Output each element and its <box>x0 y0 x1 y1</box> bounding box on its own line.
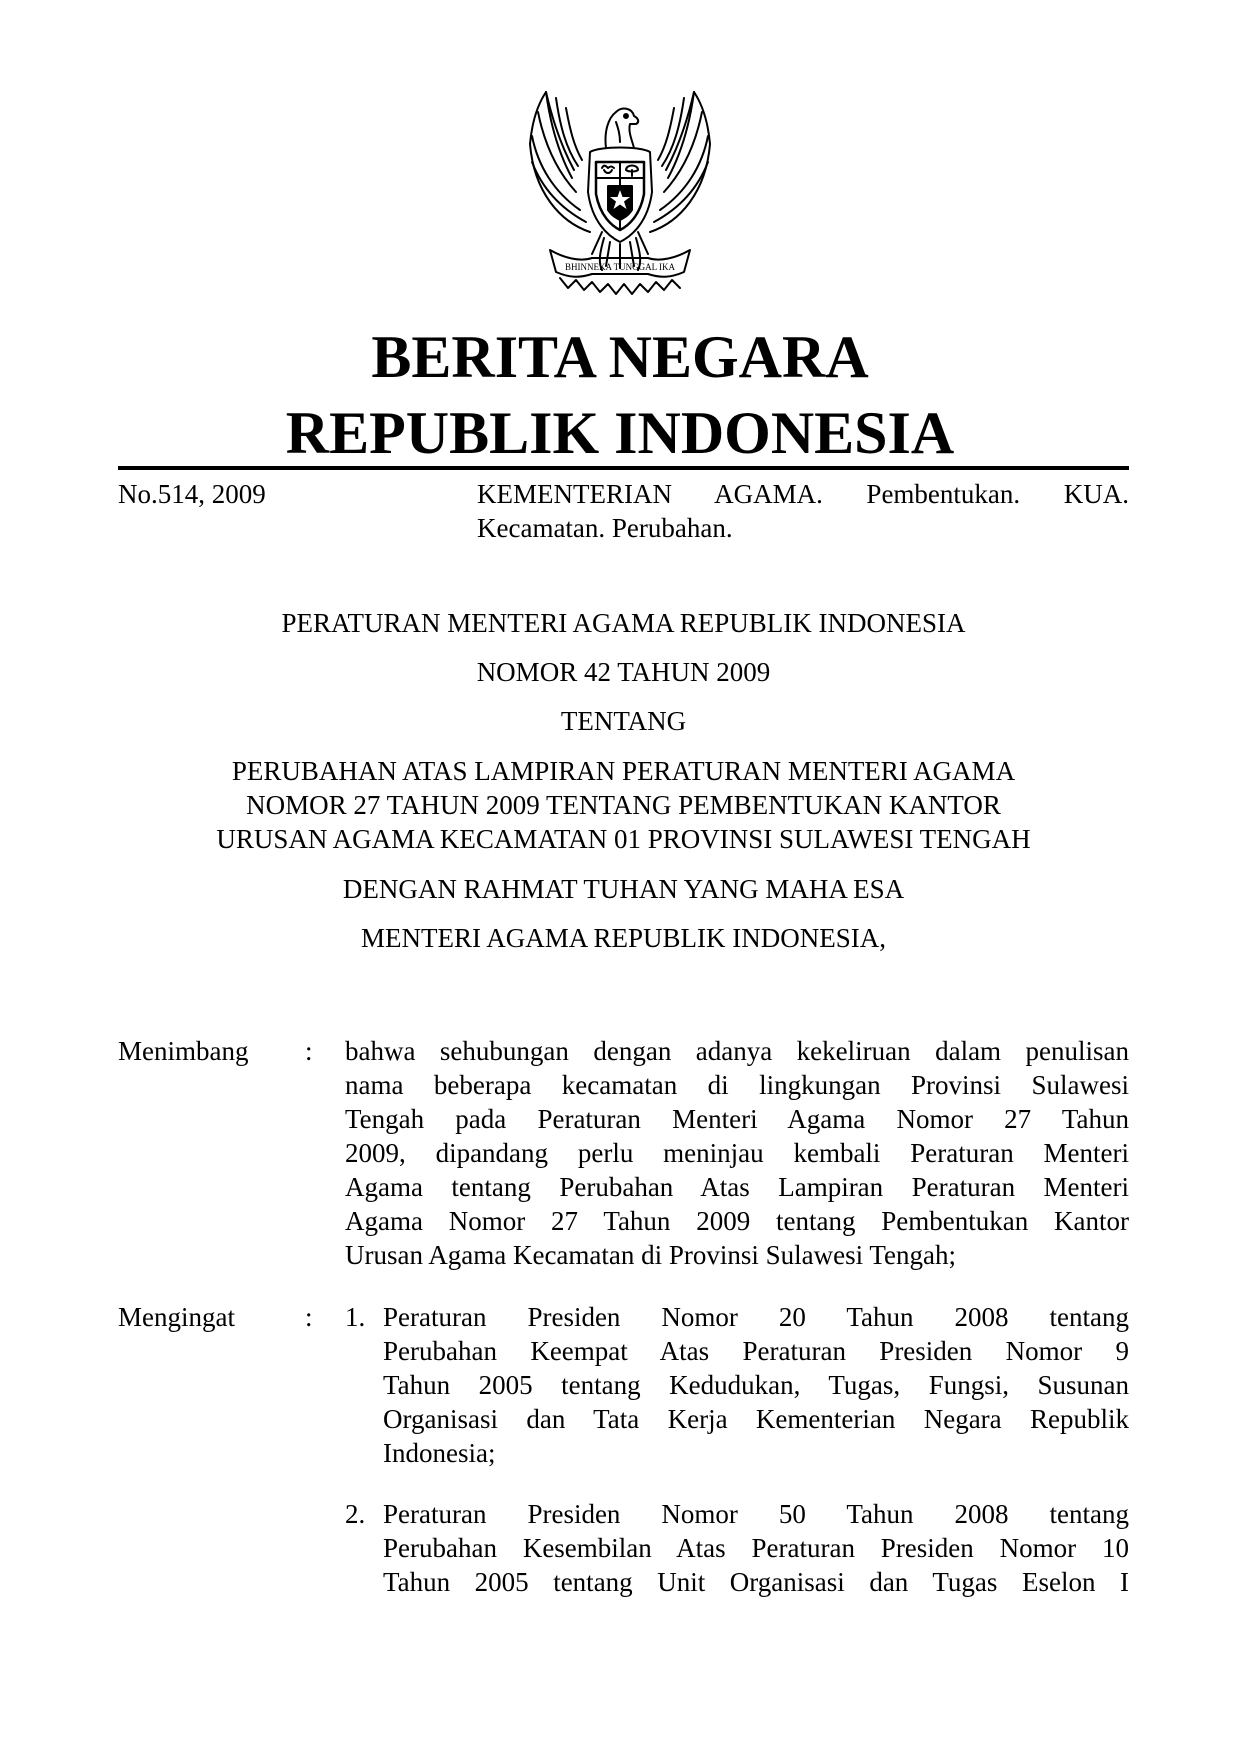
mengingat-item-line: Tahun 2005 tentang Unit Organisasi dan Tugas Eselon I <box>383 1567 1129 1597</box>
menimbang-line: bahwa sehubungan dengan adanya kekeliruan dalam penulisan <box>345 1036 1129 1066</box>
regulation-number: NOMOR 42 TAHUN 2009 <box>476 657 771 687</box>
mengingat-colon: : <box>305 1302 313 1332</box>
regulation-heading: PERATURAN MENTERI AGAMA REPUBLIK INDONESIA <box>281 608 966 638</box>
menimbang-label: Menimbang <box>118 1036 249 1066</box>
mengingat-item-number: 2. <box>345 1499 366 1529</box>
emblem-motto: BHINNEKA TUNGGAL IKA <box>565 262 675 272</box>
tentang-heading: TENTANG <box>560 706 687 736</box>
menimbang-line: nama beberapa kecamatan di lingkungan Provinsi Sulawesi <box>345 1070 1129 1100</box>
regulation-title-line-3: URUSAN AGAMA KECAMATAN 01 PROVINSI SULAWESI TENGAH <box>216 824 1031 854</box>
menteri-line: MENTERI AGAMA REPUBLIK INDONESIA, <box>361 923 886 953</box>
menimbang-colon: : <box>305 1036 313 1066</box>
mengingat-item-number: 1. <box>345 1302 366 1332</box>
mengingat-item-line: Perubahan Keempat Atas Peraturan Presiden Nomor 9 <box>383 1336 1129 1366</box>
menimbang-line: 2009, dipandang perlu meninjau kembali Peraturan Menteri <box>345 1138 1129 1168</box>
menimbang-line: Agama tentang Perubahan Atas Lampiran Peraturan Menteri <box>345 1172 1129 1202</box>
garuda-emblem-icon <box>520 82 720 298</box>
regulation-title-line-1: PERUBAHAN ATAS LAMPIRAN PERATURAN MENTERI AGAMA <box>231 756 1016 786</box>
mengingat-item-line: Peraturan Presiden Nomor 50 Tahun 2008 tentang <box>383 1499 1129 1529</box>
menimbang-line: Tengah pada Peraturan Menteri Agama Nomor 27 Tahun <box>345 1104 1129 1134</box>
masthead-title-line-2: REPUBLIK INDONESIA <box>285 400 955 466</box>
mengingat-item <box>383 1497 1129 1599</box>
menimbang-line: Agama Nomor 27 Tahun 2009 tentang Pembentukan Kantor <box>345 1206 1129 1236</box>
regulation-title-line-2: NOMOR 27 TAHUN 2009 TENTANG PEMBENTUKAN KANTOR <box>246 790 1001 820</box>
mengingat-item-line: Tahun 2005 tentang Kedudukan, Tugas, Fungsi, Susunan <box>383 1370 1129 1400</box>
gazette-subject <box>477 477 1129 545</box>
menimbang-line: Urusan Agama Kecamatan di Provinsi Sulawesi Tengah; <box>345 1240 956 1270</box>
mengingat-item-line: Organisasi dan Tata Kerja Kementerian Negara Republik <box>383 1404 1129 1434</box>
mengingat-item-line: Perubahan Kesembilan Atas Peraturan Presiden Nomor 10 <box>383 1533 1129 1563</box>
menimbang-text <box>345 1034 1129 1272</box>
masthead-title-line-1: BERITA NEGARA <box>371 324 869 390</box>
mengingat-label: Mengingat <box>118 1302 235 1332</box>
masthead-rule <box>118 466 1129 470</box>
gazette-number: No.514, 2009 <box>118 479 266 509</box>
mengingat-item-line: Peraturan Presiden Nomor 20 Tahun 2008 tentang <box>383 1302 1129 1332</box>
rahmat-line: DENGAN RAHMAT TUHAN YANG MAHA ESA <box>342 874 905 904</box>
subject-line-2: Kecamatan. Perubahan. <box>477 513 733 543</box>
subject-line-1: KEMENTERIAN AGAMA. Pembentukan. KUA. <box>477 479 1129 509</box>
mengingat-item <box>383 1300 1129 1470</box>
mengingat-item-line: Indonesia; <box>383 1438 496 1468</box>
